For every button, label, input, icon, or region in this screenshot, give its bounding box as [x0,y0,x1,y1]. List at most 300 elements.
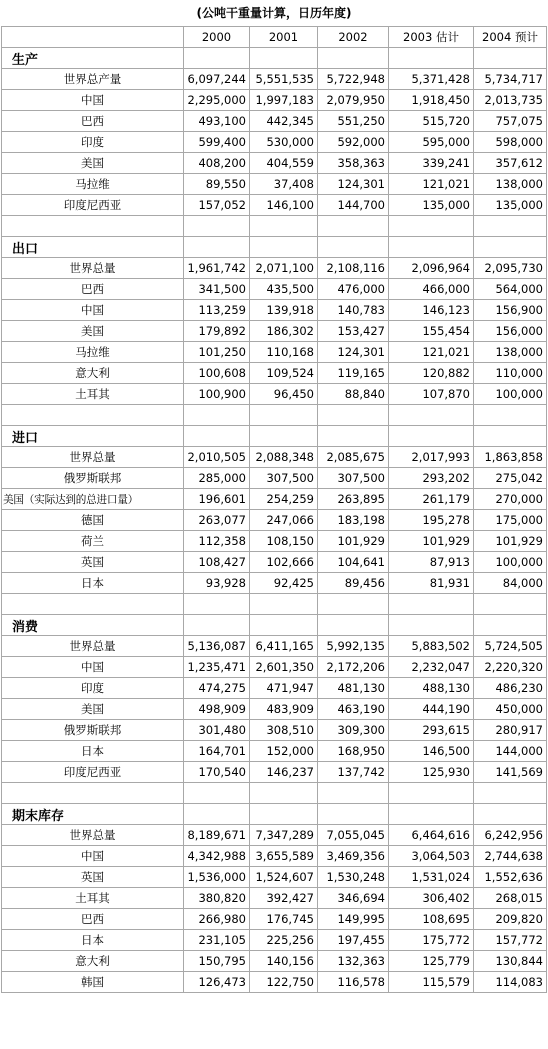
value-cell: 1,918,450 [389,90,474,111]
value-cell: 6,242,956 [474,825,547,846]
table-row [2,489,547,510]
value-cell: 108,695 [389,909,474,930]
value-cell: 108,427 [184,552,250,573]
value-cell: 100,000 [474,384,547,405]
value-cell: 168,950 [318,741,389,762]
column-header: 2003 估计 [389,27,474,48]
table-row [2,384,547,405]
table-row [2,363,547,384]
row-label: 德国 [2,510,184,531]
value-cell: 6,411,165 [250,636,318,657]
value-cell: 263,895 [318,489,389,510]
value-cell: 408,200 [184,153,250,174]
value-cell: 1,235,471 [184,657,250,678]
value-cell: 471,947 [250,678,318,699]
value-cell: 3,655,589 [250,846,318,867]
value-cell: 108,150 [250,531,318,552]
value-cell: 2,010,505 [184,447,250,468]
value-cell: 139,918 [250,300,318,321]
value-cell: 308,510 [250,720,318,741]
spacer-row [2,594,547,615]
value-cell: 270,000 [474,489,547,510]
value-cell: 339,241 [389,153,474,174]
value-cell: 100,900 [184,384,250,405]
value-cell: 135,000 [389,195,474,216]
row-label: 英国 [2,552,184,573]
value-cell: 150,795 [184,951,250,972]
table-row [2,447,547,468]
empty-cell [389,426,474,447]
value-cell: 225,256 [250,930,318,951]
table-row [2,258,547,279]
value-cell: 113,259 [184,300,250,321]
value-cell: 2,744,638 [474,846,547,867]
empty-cell [318,405,389,426]
table-row [2,888,547,909]
value-cell: 474,275 [184,678,250,699]
empty-cell [184,783,250,804]
table-row [2,636,547,657]
empty-cell [184,615,250,636]
value-cell: 100,608 [184,363,250,384]
value-cell: 444,190 [389,699,474,720]
value-cell: 144,000 [474,741,547,762]
row-label: 俄罗斯联邦 [2,468,184,489]
table-row [2,174,547,195]
row-label: 世界总量 [2,258,184,279]
section-title: 期末库存 [2,804,184,825]
value-cell: 135,000 [474,195,547,216]
value-cell: 146,237 [250,762,318,783]
tobacco-statistics-table [1,26,547,993]
value-cell: 81,931 [389,573,474,594]
value-cell: 435,500 [250,279,318,300]
value-cell: 130,844 [474,951,547,972]
row-label: 美国（实际达到的总进口量） [2,489,184,510]
empty-cell [474,594,547,615]
value-cell: 5,883,502 [389,636,474,657]
value-cell: 101,929 [318,531,389,552]
section-title: 生产 [2,48,184,69]
row-label: 印度尼西亚 [2,762,184,783]
empty-cell [389,615,474,636]
value-cell: 197,455 [318,930,389,951]
row-label: 美国 [2,153,184,174]
value-cell: 2,096,964 [389,258,474,279]
row-label: 意大利 [2,951,184,972]
empty-cell [474,405,547,426]
section-header-row [2,237,547,258]
value-cell: 263,077 [184,510,250,531]
value-cell: 102,666 [250,552,318,573]
value-cell: 2,601,350 [250,657,318,678]
table-row [2,972,547,993]
value-cell: 5,371,428 [389,69,474,90]
spacer-row [2,405,547,426]
table-row [2,279,547,300]
value-cell: 179,892 [184,321,250,342]
row-label: 中国 [2,90,184,111]
value-cell: 110,168 [250,342,318,363]
empty-cell [474,48,547,69]
value-cell: 100,000 [474,552,547,573]
section-header-row [2,804,547,825]
value-cell: 254,259 [250,489,318,510]
value-cell: 121,021 [389,342,474,363]
value-cell: 293,202 [389,468,474,489]
value-cell: 101,929 [389,531,474,552]
section-title: 进口 [2,426,184,447]
value-cell: 2,017,993 [389,447,474,468]
value-cell: 101,929 [474,531,547,552]
value-cell: 140,156 [250,951,318,972]
value-cell: 122,750 [250,972,318,993]
value-cell: 156,900 [474,300,547,321]
value-cell: 101,250 [184,342,250,363]
value-cell: 247,066 [250,510,318,531]
value-cell: 1,997,183 [250,90,318,111]
value-cell: 2,088,348 [250,447,318,468]
value-cell: 2,013,735 [474,90,547,111]
value-cell: 498,909 [184,699,250,720]
table-row [2,699,547,720]
value-cell: 196,601 [184,489,250,510]
value-cell: 392,427 [250,888,318,909]
row-label: 中国 [2,846,184,867]
row-label: 美国 [2,699,184,720]
row-label: 巴西 [2,111,184,132]
value-cell: 1,531,024 [389,867,474,888]
empty-cell [250,615,318,636]
table-row [2,90,547,111]
row-label: 日本 [2,573,184,594]
value-cell: 404,559 [250,153,318,174]
value-cell: 7,347,289 [250,825,318,846]
table-row [2,720,547,741]
empty-cell [389,405,474,426]
header-row [2,27,547,48]
value-cell: 209,820 [474,909,547,930]
section-header-row [2,426,547,447]
value-cell: 306,402 [389,888,474,909]
value-cell: 170,540 [184,762,250,783]
section-header-row [2,48,547,69]
value-cell: 1,536,000 [184,867,250,888]
value-cell: 132,363 [318,951,389,972]
empty-cell [318,783,389,804]
value-cell: 124,301 [318,174,389,195]
table-row [2,909,547,930]
empty-cell [474,804,547,825]
value-cell: 84,000 [474,573,547,594]
value-cell: 2,079,950 [318,90,389,111]
value-cell: 175,772 [389,930,474,951]
value-cell: 107,870 [389,384,474,405]
value-cell: 137,742 [318,762,389,783]
value-cell: 266,980 [184,909,250,930]
empty-cell [389,237,474,258]
value-cell: 442,345 [250,111,318,132]
row-label: 俄罗斯联邦 [2,720,184,741]
value-cell: 301,480 [184,720,250,741]
empty-cell [318,615,389,636]
empty-cell [318,216,389,237]
empty-cell [250,48,318,69]
value-cell: 3,064,503 [389,846,474,867]
row-label: 马拉维 [2,174,184,195]
value-cell: 120,882 [389,363,474,384]
value-cell: 88,840 [318,384,389,405]
value-cell: 2,295,000 [184,90,250,111]
value-cell: 114,083 [474,972,547,993]
value-cell: 551,250 [318,111,389,132]
row-label: 世界总量 [2,447,184,468]
value-cell: 183,198 [318,510,389,531]
table-row [2,552,547,573]
row-label: 中国 [2,300,184,321]
empty-cell [184,48,250,69]
row-label: 英国 [2,867,184,888]
value-cell: 476,000 [318,279,389,300]
value-cell: 153,427 [318,321,389,342]
section-title: 出口 [2,237,184,258]
row-label: 日本 [2,741,184,762]
value-cell: 96,450 [250,384,318,405]
value-cell: 5,722,948 [318,69,389,90]
row-label: 印度尼西亚 [2,195,184,216]
row-label: 中国 [2,657,184,678]
value-cell: 486,230 [474,678,547,699]
value-cell: 4,342,988 [184,846,250,867]
value-cell: 341,500 [184,279,250,300]
value-cell: 564,000 [474,279,547,300]
empty-cell [184,594,250,615]
value-cell: 125,930 [389,762,474,783]
column-header: 2004 预计 [474,27,547,48]
value-cell: 149,995 [318,909,389,930]
value-cell: 285,000 [184,468,250,489]
header-blank-cell [2,27,184,48]
value-cell: 466,000 [389,279,474,300]
value-cell: 112,358 [184,531,250,552]
value-cell: 115,579 [389,972,474,993]
table-row [2,69,547,90]
value-cell: 463,190 [318,699,389,720]
row-label: 美国 [2,321,184,342]
value-cell: 280,917 [474,720,547,741]
row-label: 马拉维 [2,342,184,363]
row-label: 印度 [2,132,184,153]
value-cell: 186,302 [250,321,318,342]
value-cell: 2,085,675 [318,447,389,468]
value-cell: 309,300 [318,720,389,741]
value-cell: 380,820 [184,888,250,909]
row-label: 世界总产量 [2,69,184,90]
empty-cell [389,216,474,237]
table-row [2,531,547,552]
value-cell: 2,095,730 [474,258,547,279]
empty-cell [250,405,318,426]
value-cell: 450,000 [474,699,547,720]
table-row [2,573,547,594]
value-cell: 307,500 [318,468,389,489]
empty-cell [318,594,389,615]
value-cell: 268,015 [474,888,547,909]
table-row [2,195,547,216]
table-row [2,153,547,174]
column-header: 2000 [184,27,250,48]
table-row [2,300,547,321]
table-row [2,468,547,489]
value-cell: 6,097,244 [184,69,250,90]
row-label: 土耳其 [2,888,184,909]
value-cell: 7,055,045 [318,825,389,846]
table-row [2,111,547,132]
value-cell: 157,052 [184,195,250,216]
row-label: 巴西 [2,279,184,300]
value-cell: 176,745 [250,909,318,930]
row-label: 巴西 [2,909,184,930]
empty-cell [184,426,250,447]
empty-cell [2,594,184,615]
value-cell: 2,172,206 [318,657,389,678]
empty-cell [318,426,389,447]
value-cell: 156,000 [474,321,547,342]
value-cell: 104,641 [318,552,389,573]
empty-cell [250,783,318,804]
row-label: 土耳其 [2,384,184,405]
value-cell: 93,928 [184,573,250,594]
value-cell: 121,021 [389,174,474,195]
value-cell: 2,108,116 [318,258,389,279]
value-cell: 5,551,535 [250,69,318,90]
column-header: 2002 [318,27,389,48]
value-cell: 92,425 [250,573,318,594]
empty-cell [318,237,389,258]
value-cell: 1,530,248 [318,867,389,888]
value-cell: 5,136,087 [184,636,250,657]
table-row [2,825,547,846]
empty-cell [474,426,547,447]
empty-cell [2,405,184,426]
value-cell: 144,700 [318,195,389,216]
table-row [2,657,547,678]
value-cell: 231,105 [184,930,250,951]
row-label: 荷兰 [2,531,184,552]
empty-cell [389,804,474,825]
value-cell: 164,701 [184,741,250,762]
table-row [2,321,547,342]
empty-cell [250,426,318,447]
empty-cell [474,615,547,636]
value-cell: 1,552,636 [474,867,547,888]
table-row [2,867,547,888]
value-cell: 1,863,858 [474,447,547,468]
value-cell: 1,961,742 [184,258,250,279]
value-cell: 146,100 [250,195,318,216]
table-row [2,510,547,531]
value-cell: 146,123 [389,300,474,321]
table-row [2,762,547,783]
table-caption: (公吨干重量计算，日历年度) [196,6,352,20]
table-row [2,741,547,762]
table-row [2,846,547,867]
value-cell: 2,071,100 [250,258,318,279]
value-cell: 140,783 [318,300,389,321]
value-cell: 598,000 [474,132,547,153]
value-cell: 8,189,671 [184,825,250,846]
value-cell: 488,130 [389,678,474,699]
value-cell: 3,469,356 [318,846,389,867]
value-cell: 110,000 [474,363,547,384]
table-row [2,930,547,951]
value-cell: 141,569 [474,762,547,783]
value-cell: 6,464,616 [389,825,474,846]
row-label: 印度 [2,678,184,699]
empty-cell [184,237,250,258]
value-cell: 483,909 [250,699,318,720]
column-header: 2001 [250,27,318,48]
table-row [2,342,547,363]
table-row [2,132,547,153]
value-cell: 481,130 [318,678,389,699]
row-label: 意大利 [2,363,184,384]
value-cell: 515,720 [389,111,474,132]
value-cell: 157,772 [474,930,547,951]
section-title: 消费 [2,615,184,636]
value-cell: 89,456 [318,573,389,594]
empty-cell [389,594,474,615]
value-cell: 146,500 [389,741,474,762]
empty-cell [184,405,250,426]
empty-cell [474,783,547,804]
value-cell: 5,724,505 [474,636,547,657]
value-cell: 138,000 [474,174,547,195]
empty-cell [184,216,250,237]
value-cell: 358,363 [318,153,389,174]
table-row [2,678,547,699]
empty-cell [250,594,318,615]
row-label: 世界总量 [2,636,184,657]
empty-cell [474,216,547,237]
value-cell: 757,075 [474,111,547,132]
value-cell: 126,473 [184,972,250,993]
value-cell: 119,165 [318,363,389,384]
empty-cell [250,216,318,237]
value-cell: 116,578 [318,972,389,993]
value-cell: 595,000 [389,132,474,153]
value-cell: 138,000 [474,342,547,363]
value-cell: 530,000 [250,132,318,153]
value-cell: 109,524 [250,363,318,384]
value-cell: 37,408 [250,174,318,195]
spacer-row [2,783,547,804]
value-cell: 2,220,320 [474,657,547,678]
value-cell: 125,779 [389,951,474,972]
value-cell: 275,042 [474,468,547,489]
row-label: 韩国 [2,972,184,993]
empty-cell [2,216,184,237]
value-cell: 5,992,135 [318,636,389,657]
empty-cell [318,804,389,825]
empty-cell [250,804,318,825]
value-cell: 175,000 [474,510,547,531]
value-cell: 293,615 [389,720,474,741]
value-cell: 5,734,717 [474,69,547,90]
value-cell: 357,612 [474,153,547,174]
value-cell: 592,000 [318,132,389,153]
section-header-row [2,615,547,636]
